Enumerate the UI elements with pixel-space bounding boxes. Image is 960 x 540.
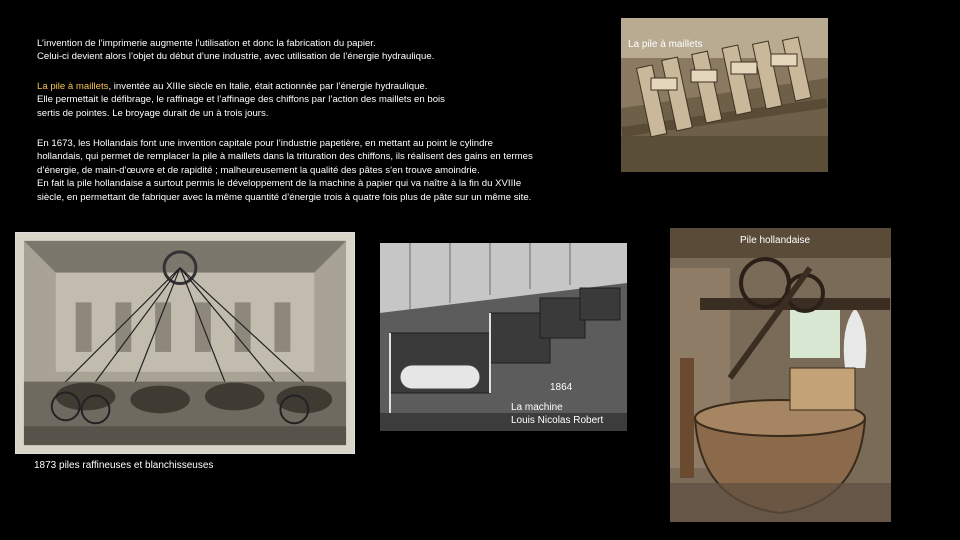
pile-line-1-rest: , inventée au XIIIe siècle en Italie, était actionnée par l’énergie hydraulique.: [108, 81, 428, 92]
machine-robert-photo: [380, 243, 627, 431]
hollandais-line-4: En fait la pile hollandaise a surtout permis le développement de la machine à papier qui va naître à la fin du XVIIIe: [37, 178, 522, 190]
hollandais-line-3: d’énergie, de main-d’œuvre et de rapidité ; malheureusement la qualité des pâtes s’en trouve amoindrie.: [37, 164, 480, 176]
machine-year: 1864: [550, 382, 573, 393]
pile-hollandaise-photo: [670, 228, 891, 522]
pile-hollandaise-caption: Pile hollandaise: [740, 235, 811, 246]
hollandais-line-1: En 1673, les Hollandais font une invention capitale pour l’industrie papetière, en mettant au point le cylindre: [37, 138, 493, 149]
pile-line-2: Elle permettait le défibrage, le raffinage et l’affinage des chiffons par l’action des maillets en bois: [37, 94, 445, 106]
hollandais-line-5: siècle, en permettant de fabriquer avec la même quantité d’énergie trois à quatre fois plus de pâte sur un même site.: [37, 191, 532, 203]
hollandais-line-2: hollandais, qui permet de remplacer la pile à maillets dans la trituration des chiffons, ils réalisent des gains en termes: [37, 151, 533, 163]
pile-line-1: [37, 80, 607, 93]
hollandais-text: [37, 137, 612, 204]
machine-caption-line-1: La machine: [511, 402, 563, 413]
engraving-caption: 1873 piles raffineuses et blanchisseuses: [34, 460, 214, 471]
pile-maillets-caption: La pile à maillets: [628, 39, 703, 50]
engraving-1873: [15, 232, 355, 454]
intro-text: [37, 37, 607, 64]
pile-highlight: La pile à maillets: [37, 81, 109, 92]
pile-text: [37, 80, 607, 120]
pile-line-3: sertis de pointes. Le broyage durait de un à trois jours.: [37, 107, 269, 119]
machine-caption-line-2: Louis Nicolas Robert: [511, 415, 604, 426]
intro-line-1: L’invention de l’imprimerie augmente l’utilisation et donc la fabrication du papier.: [37, 38, 376, 49]
pile-maillets-photo: [621, 18, 828, 172]
intro-line-2: Celui-ci devient alors l’objet du début d’une industrie, avec utilisation de l’énergie hydraulique.: [37, 51, 435, 63]
